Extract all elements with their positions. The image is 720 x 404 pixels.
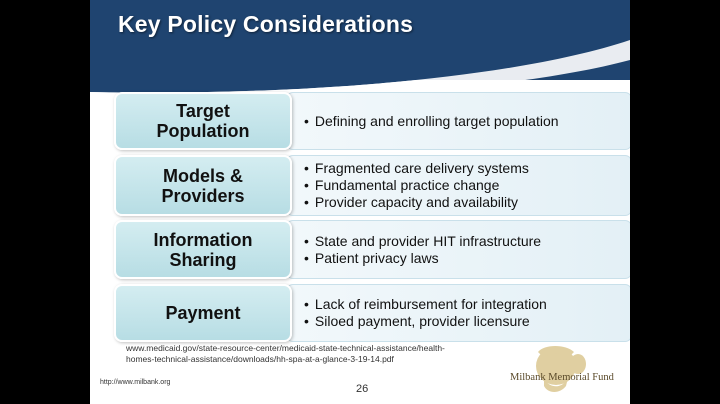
row-target-population [114, 92, 608, 150]
label-box-models-providers [114, 155, 292, 216]
label-line: Population [156, 121, 250, 141]
row-information-sharing [114, 220, 608, 279]
logo-text: Milbank Memorial Fund [510, 372, 614, 383]
source-citation[interactable] [126, 343, 446, 365]
bullet-item: • Siloed payment, provider licensure [304, 313, 614, 330]
source-line: www.medicaid.gov/state-resource-center/medicaid-state-technical-assistance/health- [126, 343, 445, 353]
label-box-information-sharing [114, 220, 292, 279]
slide-header [90, 0, 630, 80]
label-line: Providers [161, 185, 245, 206]
bullet-item: • Provider capacity and availability [304, 194, 614, 211]
bullet-item: • Fragmented care delivery systems [304, 160, 614, 177]
footer-url[interactable]: http://www.milbank.org [100, 379, 171, 386]
bullet-list [304, 284, 614, 342]
slide-title: Key Policy Considerations [118, 11, 414, 37]
label-line: Models & [162, 165, 243, 186]
label-line: Payment [165, 303, 241, 323]
label-line: Information [153, 229, 253, 250]
bullet-item: • State and provider HIT infrastructure [304, 233, 614, 250]
label-box-target-population [114, 92, 292, 150]
label-line: Target [176, 101, 230, 121]
page-number: 26 [356, 383, 369, 395]
slide [90, 0, 630, 404]
label-box-payment [114, 284, 292, 342]
label-line: Sharing [169, 249, 237, 270]
bullet-item: • Defining and enrolling target population [304, 113, 614, 130]
bullet-item: • Patient privacy laws [304, 250, 614, 267]
source-line: homes-technical-assistance/downloads/hh-spa-at-a-glance-3-19-14.pdf [126, 354, 394, 364]
bullet-list [304, 220, 614, 279]
row-payment [114, 284, 608, 342]
bullet-item: • Fundamental practice change [304, 177, 614, 194]
bullet-item: • Lack of reimbursement for integration [304, 296, 614, 313]
bullet-list [304, 92, 614, 150]
bullet-list [304, 155, 614, 216]
row-models-providers [114, 155, 608, 216]
